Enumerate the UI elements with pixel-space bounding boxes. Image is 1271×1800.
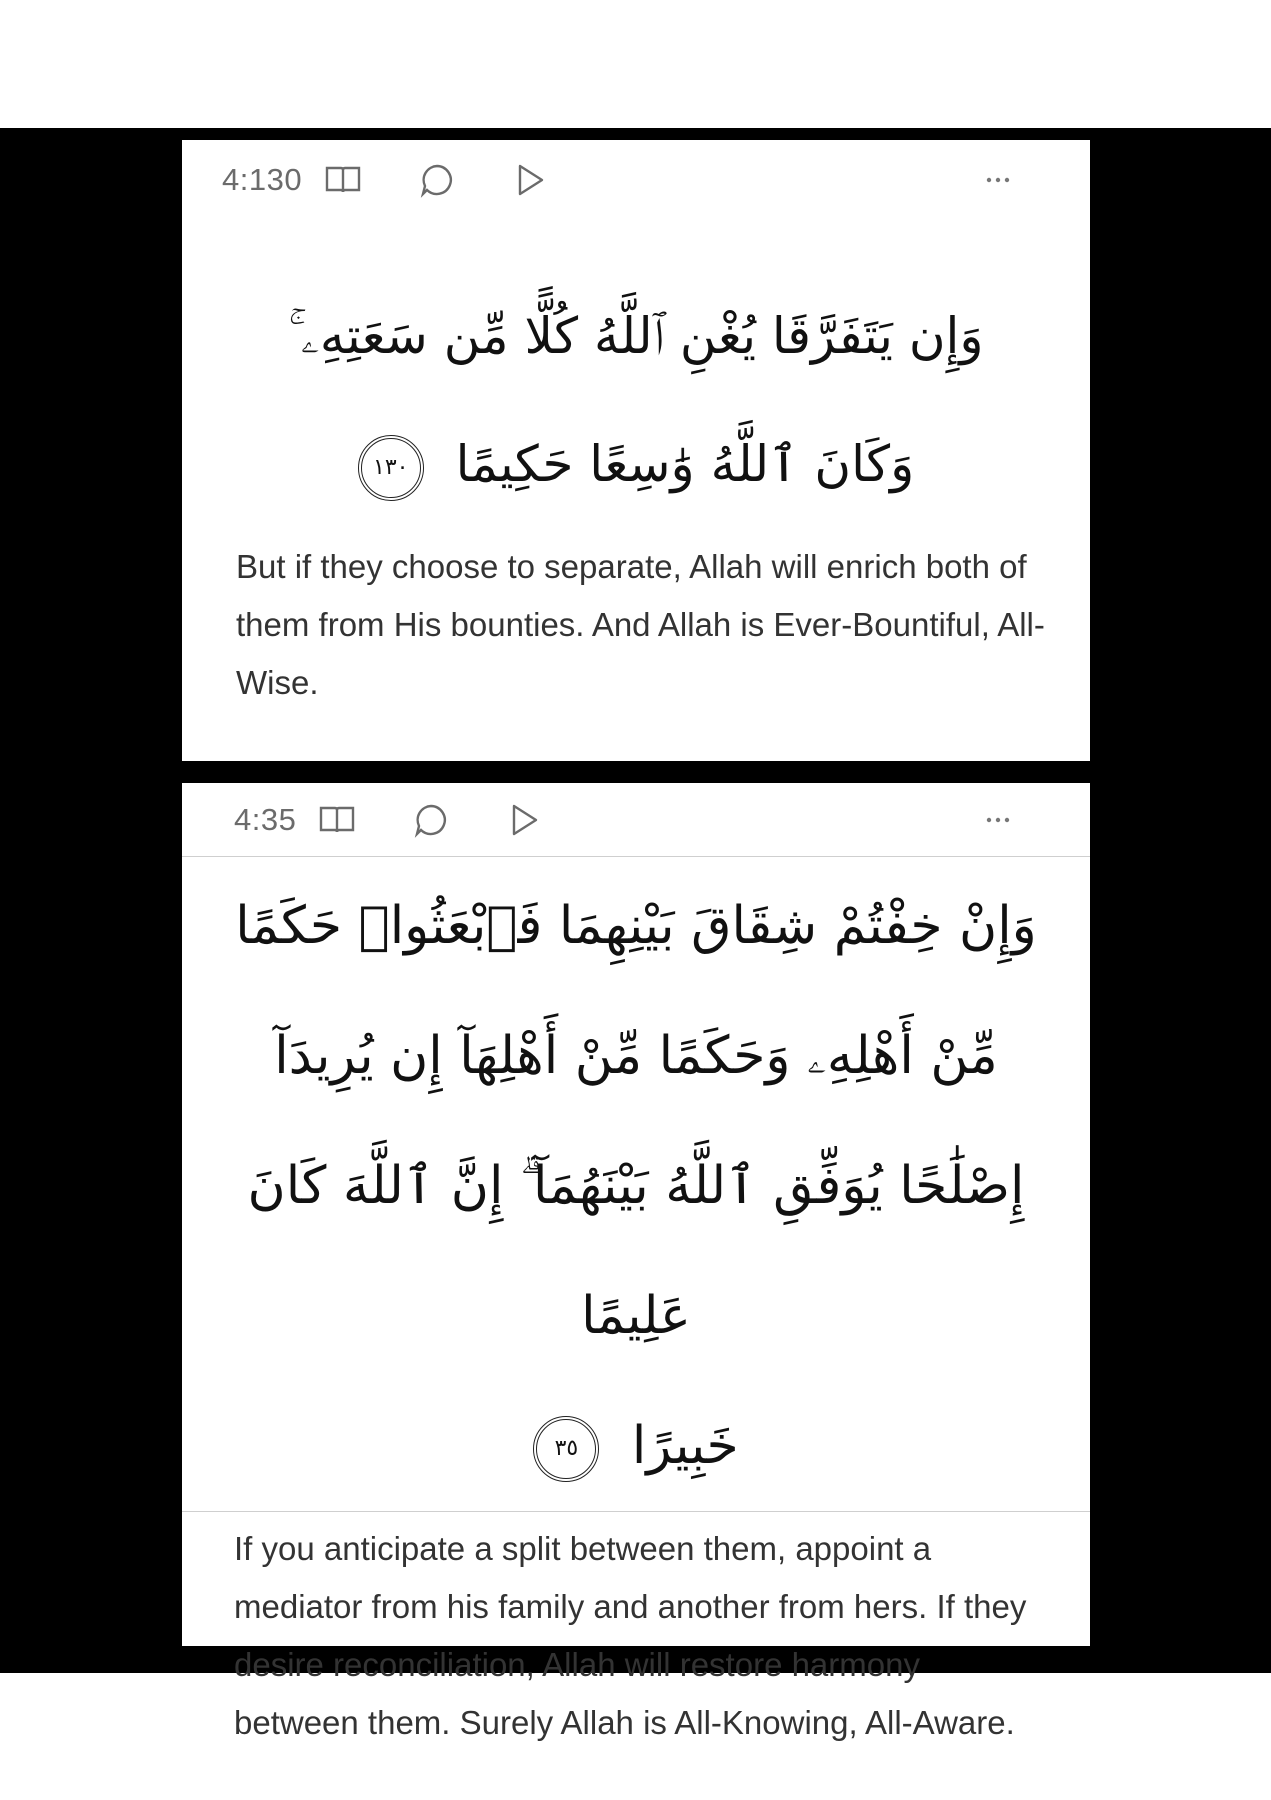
play-icon[interactable] (506, 801, 544, 839)
verse-card-4-35 (182, 783, 1090, 1741)
arabic-line: خَبِيرًا (631, 1416, 739, 1476)
ayah-number-marker: ٣٥ (533, 1416, 599, 1482)
verse-key[interactable]: 4:35 (234, 801, 297, 837)
verse-toolbar (182, 140, 1090, 220)
play-icon[interactable] (512, 161, 550, 199)
arabic-line-with-marker (222, 400, 1050, 528)
divider (182, 1511, 1090, 1512)
translation-text: But if they choose to separate, Allah will enrich both of them from His bounties. And Allah is Ever-Bountiful, All-Wise. (236, 548, 1045, 701)
book-icon[interactable] (324, 161, 362, 199)
arabic-verse (182, 861, 1090, 1511)
comment-icon[interactable] (412, 801, 450, 839)
arabic-line: وَكَانَ ٱللَّهُ وَٰسِعًا حَكِيمًا (455, 435, 915, 493)
arabic-line: وَإِنْ خِفْتُمْ شِقَاقَ بَيْنِهِمَا فَٱبْعَثُوا۟ حَكَمًا (235, 896, 1037, 956)
comment-icon[interactable] (418, 161, 456, 199)
book-icon[interactable] (318, 801, 356, 839)
more-icon[interactable] (978, 170, 1018, 190)
verse-card-4-130 (182, 140, 1090, 761)
arabic-verse (182, 272, 1090, 528)
arabic-line-with-marker (222, 1381, 1050, 1511)
verse-toolbar (182, 783, 1090, 857)
arabic-line: وَإِن يَتَفَرَّقَا يُغْنِ ٱللَّهُ كُلًّا مِّن سَعَتِهِۦ ۚ (288, 307, 984, 365)
ayah-number-marker: ١٣٠ (358, 435, 424, 501)
verse-key[interactable]: 4:130 (222, 162, 303, 197)
arabic-line: مِّنْ أَهْلِهِۦ وَحَكَمًا مِّنْ أَهْلِهَآ إِن يُرِيدَآ (274, 1026, 998, 1086)
more-icon[interactable] (978, 810, 1018, 830)
translation-text: If you anticipate a split between them, appoint a mediator from his family and another from hers. If they desire reconciliation, Allah will restore harmony between them. Surely Allah is All-Knowing, All-Aware. (234, 1530, 1027, 1741)
arabic-line: إِصْلَٰحًا يُوَفِّقِ ٱللَّهُ بَيْنَهُمَآ ۗ إِنَّ ٱللَّهَ كَانَ عَلِيمًا (247, 1156, 1025, 1346)
